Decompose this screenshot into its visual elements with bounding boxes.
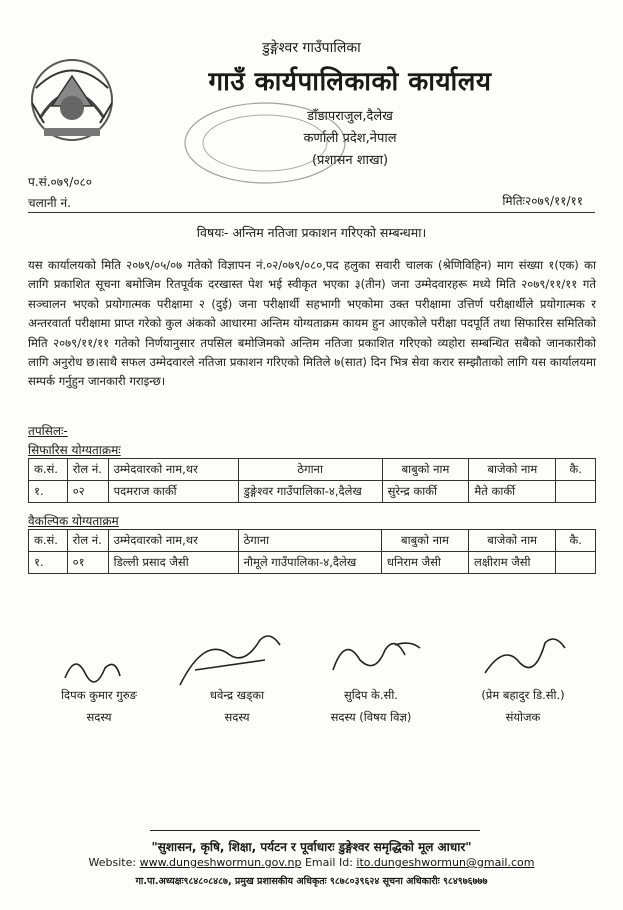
cell-father: धनिराम जैसी bbox=[381, 552, 468, 574]
col-name: उम्मेदवारको नाम,थर bbox=[108, 530, 238, 552]
cell-grandfather: लक्षीराम जैसी bbox=[469, 552, 556, 574]
website-link[interactable]: www.dungeshwormun.gov.np bbox=[139, 856, 302, 869]
recommended-table bbox=[28, 458, 596, 503]
cell-father: सुरेन्द्र कार्की bbox=[382, 481, 469, 503]
signatory-4-name: (प्रेम बहादुर डि.सी.) bbox=[481, 688, 565, 702]
col-sn: क.सं. bbox=[29, 459, 68, 481]
cell-remarks bbox=[556, 552, 596, 574]
signatory-1-role: सदस्य bbox=[86, 710, 112, 724]
address-line-1: डाँडापराजुल,दैलेख bbox=[307, 109, 393, 124]
cell-sn: १. bbox=[29, 481, 68, 503]
col-grandfather: बाजेको नाम bbox=[469, 530, 556, 552]
col-remarks: कै. bbox=[556, 530, 596, 552]
col-roll: रोल नं. bbox=[67, 530, 108, 552]
local-body-name: डुङ्गेश्वर गाउँपालिका bbox=[262, 40, 361, 56]
reference-number: प.सं.०७९/०८० bbox=[28, 175, 93, 189]
footer-contacts: गा.पा.अध्यक्षः९८४८०८४८७, प्रमुख प्रशासकीय अधिकृतः ९८७८०३९६२४ सूचना अधिकारीः ९८४९७६७७७ bbox=[135, 876, 488, 887]
signatory-2-name: धवेन्द्र खड्का bbox=[209, 688, 265, 702]
col-sn: क.सं. bbox=[29, 530, 68, 552]
col-name: उम्मेदवारको नाम,थर bbox=[108, 459, 238, 481]
office-stamp-icon bbox=[180, 98, 350, 188]
notice-body: यस कार्यालयको मिति २०७९/०५/०७ गतेको विज्ञापन नं.०२/०७९/०८०,पद हलुका सवारी चालक (श्रेणिविहिन) माग संख्या १(एक) का लागि प्रकाशित सूचना बमोजिम रितपूर्वक दरखास्त पेश भई स्वीकृत भएका ३(तीन) जना उम्मेदवारहरू मध्ये मिति २०७९/११/११ गते सञ्चालन भएको प्रयोगात्मक परीक्षामा २ (दुई) जना परीक्षार्थी सहभागी भएकोमा उक्त परीक्षामा उत्तिर्ण परीक्षार्थीले प्रयोगात्मक र अन्तरवार्ता परीक्षामा प्राप्त गरेको कुल अंकको आधारमा अन्तिम योग्यताक्रम कायम हुन आएकोले परीक्षा पदपूर्ति तथा सिफारिस समितिको मिति २०७९/११/११ गतेको निर्णयानुसार तपसिल बमोजिमको अन्तिम नतिजा प्रकाशित गरिएको व्यहोरा सम्बन्धित सबैको जानकारीको लागि अनुरोध छ।साथै सफल उम्मेदवारले नतिजा प्रकाशन गरिएको मितिले ७(सात) दिन भित्र सेवा करार सम्झौताको लागि यस कार्यालयमा सम्पर्क गर्नुहुन जानकारी गराइन्छ। bbox=[28, 258, 596, 389]
col-father: बाबुको नाम bbox=[382, 459, 469, 481]
letter-date: मितिः२०७९/११/११ bbox=[502, 194, 583, 208]
dispatch-number: चलानी नं. bbox=[28, 196, 71, 210]
email-label: Email Id: bbox=[304, 856, 353, 869]
cell-grandfather: मैते कार्की bbox=[469, 481, 556, 503]
email-link[interactable]: ito.dungeshwormun@gmail.com bbox=[356, 856, 535, 869]
header-divider bbox=[28, 212, 595, 213]
alternate-table bbox=[28, 529, 596, 574]
signatory-4-role: संयोजक bbox=[505, 710, 541, 724]
subject-line: विषयः- अन्तिम नतिजा प्रकाशन गरिएको सम्बन्धमा। bbox=[196, 225, 427, 240]
col-remarks: कै. bbox=[556, 459, 596, 481]
website-label: Website: bbox=[88, 856, 137, 869]
cell-roll: ०१ bbox=[67, 552, 108, 574]
signatory-3-role: सदस्य (विषय विज्ञ) bbox=[330, 710, 412, 724]
signatory-1-name: दिपक कुमार गुरुङ bbox=[61, 688, 137, 702]
col-address: ठेगाना bbox=[238, 530, 381, 552]
table-header-row bbox=[29, 459, 596, 481]
cell-name: पदमराज कार्की bbox=[108, 481, 238, 503]
signatory-3-name: सुदिप के.सी. bbox=[344, 688, 398, 702]
footer-divider bbox=[150, 830, 480, 831]
cell-sn: १. bbox=[29, 552, 68, 574]
cell-address: नौमूले गाउँपालिका-४,दैलेख bbox=[238, 552, 381, 574]
office-title: गाउँ कार्यपालिकाको कार्यालय bbox=[208, 67, 492, 97]
col-grandfather: बाजेको नाम bbox=[469, 459, 556, 481]
col-roll: रोल नं. bbox=[67, 459, 108, 481]
signature-3-icon bbox=[325, 630, 425, 685]
col-father: बाबुको नाम bbox=[381, 530, 468, 552]
table-row bbox=[29, 481, 596, 503]
table-header-row bbox=[29, 530, 596, 552]
signatory-2-role: सदस्य bbox=[224, 710, 250, 724]
col-address: ठेगाना bbox=[238, 459, 382, 481]
footer-web bbox=[0, 856, 623, 869]
recommended-list-title: सिफारिस योग्यताक्रमः bbox=[28, 443, 121, 457]
cell-roll: ०२ bbox=[67, 481, 108, 503]
signature-4-icon bbox=[480, 628, 570, 683]
alternate-list-title: वैकल्पिक योग्यताक्रम bbox=[28, 514, 119, 528]
table-row bbox=[29, 552, 596, 574]
cell-name: डिल्ली प्रसाद जैसी bbox=[108, 552, 238, 574]
cell-remarks bbox=[556, 481, 596, 503]
address-line-2: कर्णाली प्रदेश,नेपाल bbox=[303, 131, 397, 146]
cell-address: डुङ्गेश्वर गाउँपालिका-४,दैलेख bbox=[238, 481, 382, 503]
footer-motto: "सुशासन, कृषि, शिक्षा, पर्यटन र पूर्वाधारः डुङ्गेश्वर समृद्धिको मूल आधार" bbox=[151, 840, 472, 854]
address-line-3: (प्रशासन शाखा) bbox=[311, 153, 389, 168]
signature-2-icon bbox=[175, 625, 285, 695]
details-label: तपसिलः- bbox=[28, 424, 68, 438]
signature-1-icon bbox=[60, 648, 130, 688]
government-emblem-icon bbox=[22, 48, 122, 148]
